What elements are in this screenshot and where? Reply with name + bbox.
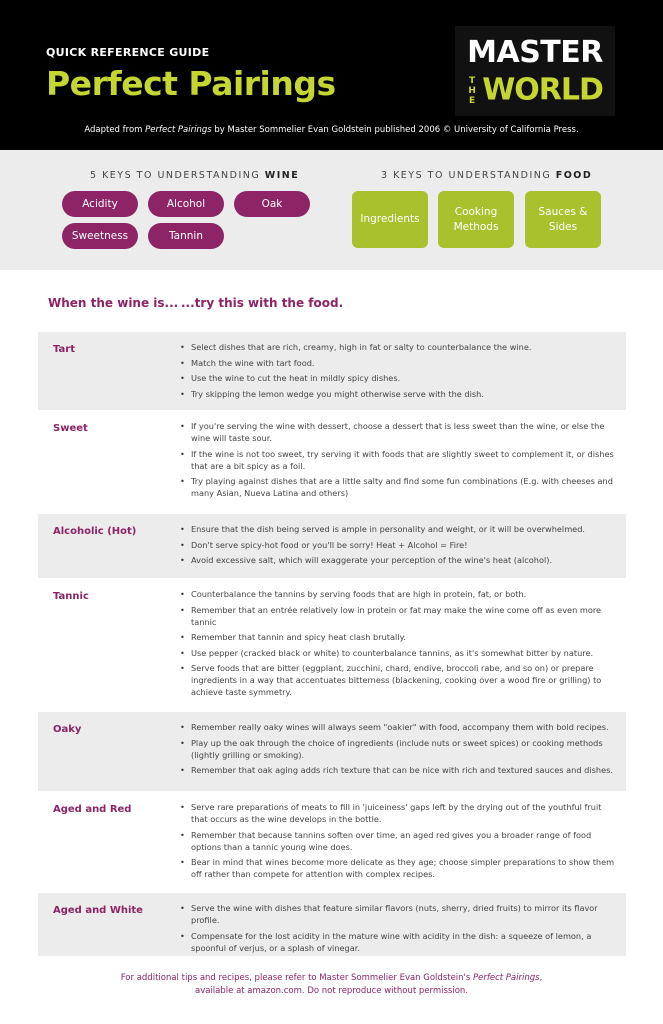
bullet-item: • Remember really oaky wines will always seem "oakier" with food, accompany them with bold recipes. [180,721,620,733]
logo-master: MASTER [467,35,603,70]
guide-kicker: QUICK REFERENCE GUIDE [46,46,210,59]
bullet-item: • Remember that an entrée relatively low in protein or fat may make the wine come off as even more tannic [180,604,620,628]
column-heading-food: ...try this with the food. [181,296,344,310]
bullet-item: • If the wine is not too sweet, try serving it with foods that are slightly sweet to complement it, or dishes that are a bit spicy as a foil. [180,448,620,472]
credit-suffix: by Master Sommelier Evan Goldstein published 2006 © University of California Press. [211,125,579,135]
row-bullets [180,523,620,570]
logo-world: WORLD [482,72,603,108]
food-key-ingredients: Ingredients [352,191,428,248]
header [0,0,663,150]
bullet-item: • Ensure that the dish being served is ample in personality and weight, or it will be overwhelmed. [180,523,620,535]
food-keys-heading-text: 3 KEYS TO UNDERSTANDING [381,170,556,181]
wine-key-alcohol: Alcohol [148,191,224,217]
column-heading-wine: When the wine is... [48,296,179,310]
bullet-item: • Select dishes that are rich, creamy, high in fat or salty to counterbalance the wine. [180,341,620,353]
row-label: Aged and White [53,905,143,916]
row-bullets [180,721,620,780]
food-keys-heading [381,170,592,181]
master-the-world-logo [455,26,615,116]
bullet-item: • Avoid excessive salt, which will exaggerate your perception of the wine's heat (alcohol). [180,554,620,566]
bullet-item: • Serve foods that are bitter (eggplant, zucchini, chard, endive, broccoli rabe, and so on) or prepare ingredients in a way that accentuates bitterness (blackening, cooking over a wood fire or grilling) to achieve taste symmetry. [180,662,620,698]
row-bullets [180,588,620,702]
footer-line-1-text: For additional tips and recipes, please refer to Master Sommelier Evan Goldstein's [120,973,474,983]
wine-key-tannin: Tannin [148,223,224,249]
pairing-row-alcoholic-hot [38,514,626,578]
bullet-item: • Compensate for the lost acidity in the mature wine with acidity in the dish: a squeeze of lemon, a spoonful of verjus, or a splash of vinegar. [180,930,620,954]
food-keys-heading-bold: FOOD [555,170,593,181]
wine-key-acidity: Acidity [62,191,138,217]
row-bullets [180,341,620,403]
page-title: Perfect Pairings [46,64,336,103]
wine-key-sweetness: Sweetness [62,223,138,249]
row-bullets [180,902,620,957]
bullet-item: • Use pepper (cracked black or white) to counterbalance tannins, as it's somewhat bitter by nature. [180,647,620,659]
bullet-item: • Serve rare preparations of meats to fill in 'juiceiness' gaps left by the drying out of the youthful fruit that occurs as the wine develops in the bottle. [180,801,620,825]
wine-keys-heading [90,170,299,181]
footer-note [0,972,663,998]
bullet-item: • Match the wine with tart food. [180,357,620,369]
bullet-item: • Use the wine to cut the heat in mildly spicy dishes. [180,372,620,384]
footer-book-title: Perfect Pairings [473,973,540,983]
pairing-row-aged-white [38,893,626,956]
row-label: Tart [53,344,75,355]
pairing-row-tart [38,332,626,410]
bullet-item: • Remember that because tannins soften over time, an aged red gives you a broader range of food options than a tannic young wine does. [180,829,620,853]
bullet-item: • Counterbalance the tannins by serving foods that are high in protein, fat, or both. [180,588,620,600]
pairing-row-sweet [38,411,626,513]
pairing-row-oaky [38,712,626,791]
bullet-item: • Remember that oak aging adds rich texture that can be nice with rich and textured sauces and dishes. [180,764,620,776]
credit-book-title: Perfect Pairings [145,125,212,135]
footer-line-1 [0,972,663,985]
row-label: Sweet [53,423,88,434]
bullet-item: • Don't serve spicy-hot food or you'll be sorry! Heat + Alcohol = Fire! [180,539,620,551]
pairing-row-aged-red [38,792,626,892]
bullet-item: • Bear in mind that wines become more delicate as they age; choose simpler preparations to show them off rather than compete for attention with complex recipes. [180,856,620,880]
bullet-item: • Try playing against dishes that are a little salty and find some fun combinations (E.g. with cheeses and many Asian, Nueva Latina and others) [180,475,620,499]
bullet-item: • Remember that tannin and spicy heat clash brutally. [180,631,620,643]
row-bullets [180,420,620,503]
wine-keys-heading-bold: WINE [264,170,300,181]
row-bullets [180,801,620,884]
bullet-item: • Try skipping the lemon wedge you might otherwise serve with the dish. [180,388,620,400]
wine-keys-heading-text: 5 KEYS TO UNDERSTANDING [90,170,265,181]
food-key-sauces-sides: Sauces & Sides [525,191,601,248]
row-label: Alcoholic (Hot) [53,526,137,537]
logo-world-row [455,70,615,110]
footer-line-1-end: , [539,973,543,983]
row-label: Tannic [53,591,89,602]
credit-line [0,125,663,135]
row-label: Oaky [53,724,82,735]
food-key-cooking-methods: Cooking Methods [438,191,514,248]
bullet-item: • Serve the wine with dishes that feature similar flavors (nuts, sherry, dried fruits) to mirror its flavor profile. [180,902,620,926]
wine-key-oak: Oak [234,191,310,217]
pairing-row-tannic [38,579,626,711]
logo-the: THE [468,75,476,106]
credit-prefix: Adapted from [84,125,146,135]
row-label: Aged and Red [53,804,132,815]
bullet-item: • Play up the oak through the choice of ingredients (include nuts or sweet spices) or cooking methods (lightly grilling or smoking). [180,737,620,761]
footer-line-2: available at amazon.com. Do not reproduce without permission. [195,986,468,996]
bullet-item: • If you're serving the wine with dessert, choose a dessert that is less sweet than the wine, or else the wine will taste sour. [180,420,620,444]
